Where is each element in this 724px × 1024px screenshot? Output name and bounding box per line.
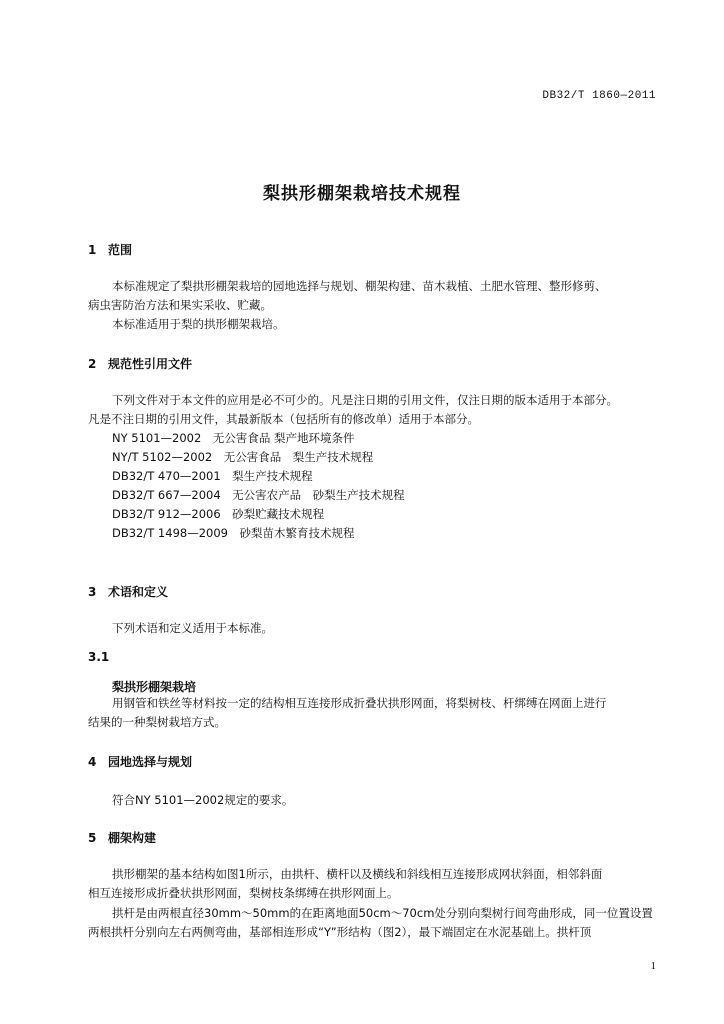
paragraph-line: 下列文件对于本文件的应用是必不可少的。凡是注日期的引用文件，仅注日期的版本适用于本部分。 <box>112 393 618 407</box>
term-definition-line: 用钢管和铁丝等材料按一定的结构相互连接形成折叠状拱形网面，将梨树枝、杆绑缚在网面上进行 <box>112 696 607 710</box>
section-title: 棚架构建 <box>108 831 157 845</box>
section-number: 5 <box>88 831 97 845</box>
section-title: 园地选择与规划 <box>108 755 193 769</box>
normative-reference: DB32/T 667—2004 无公害农产品 砂梨生产技术规程 <box>112 488 405 502</box>
section-1-heading <box>88 241 132 258</box>
paragraph-line: 下列术语和定义适用于本标准。 <box>112 621 273 635</box>
section-5-heading <box>88 829 156 846</box>
section-number: 3 <box>88 585 97 599</box>
section-3-heading <box>88 583 168 600</box>
paragraph-line: 凡是不注日期的引用文件，其最新版本（包括所有的修改单）适用于本部分。 <box>88 412 479 426</box>
paragraph-line: 本标准规定了梨拱形棚架栽培的园地选择与规划、棚架构建、苗木栽植、土肥水管理、整形修剪、 <box>112 279 607 293</box>
page-number: 1 <box>650 960 656 972</box>
standard-code-header: DB32/T 1860—2011 <box>542 90 656 102</box>
paragraph-line: 相互连接形成折叠状拱形网面，梨树枝条绑缚在拱形网面上。 <box>88 886 399 900</box>
term-name: 梨拱形棚架栽培 <box>112 680 197 694</box>
paragraph-line: 两根拱杆分别向左右两侧弯曲，基部相连形成“Y”形结构（图2），最下端固定在水泥基础上。拱杆顶 <box>88 925 592 939</box>
term-definition-line: 结果的一种梨树栽培方式。 <box>88 715 226 729</box>
section-title: 范围 <box>108 243 133 257</box>
section-2-heading <box>88 355 192 372</box>
section-4-heading <box>88 753 192 770</box>
normative-reference: NY/T 5102—2002 无公害食品 梨生产技术规程 <box>112 450 374 464</box>
section-number: 4 <box>88 755 97 769</box>
normative-reference: DB32/T 912—2006 砂梨贮藏技术规程 <box>112 507 325 521</box>
section-number: 2 <box>88 357 97 371</box>
section-title: 规范性引用文件 <box>108 357 193 371</box>
normative-reference: NY 5101—2002 无公害食品 梨产地环境条件 <box>112 431 355 445</box>
paragraph-line: 病虫害防治方法和果实采收、贮藏。 <box>88 298 272 312</box>
paragraph-line: 拱杆是由两根直径30mm～50mm的在距离地面50cm～70cm处分别向梨树行间弯曲形成，同一位置设置 <box>112 906 653 920</box>
document-title: 梨拱形棚架栽培技术规程 <box>263 184 461 204</box>
paragraph-line: 拱形棚架的基本结构如图1所示，由拱杆、横杆以及横线和斜线相互连接形成网状斜面，相邻斜面 <box>112 867 603 881</box>
normative-reference: DB32/T 1498—2009 砂梨苗木繁育技术规程 <box>112 526 355 540</box>
section-number: 1 <box>88 243 97 257</box>
paragraph-line: 符合NY 5101—2002规定的要求。 <box>112 793 294 807</box>
paragraph-line: 本标准适用于梨的拱形棚架栽培。 <box>112 317 285 331</box>
section-title: 术语和定义 <box>108 585 169 599</box>
term-number: 3.1 <box>88 650 110 664</box>
normative-reference: DB32/T 470—2001 梨生产技术规程 <box>112 469 313 483</box>
